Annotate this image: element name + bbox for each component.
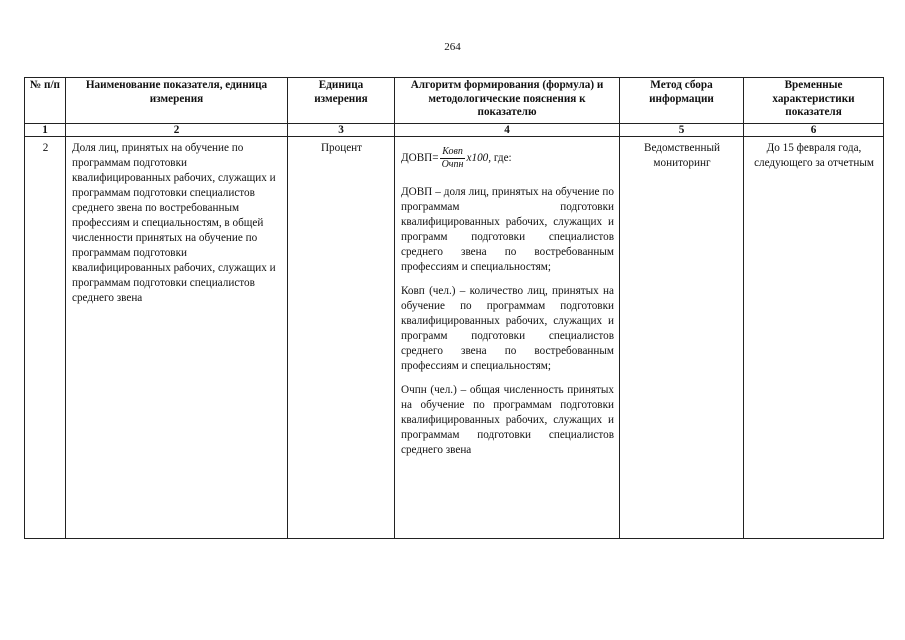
header-name: Наименование показателя, единица измерения <box>66 78 288 124</box>
column-number-row <box>25 124 884 137</box>
column-number: 4 <box>395 124 620 137</box>
table-row <box>25 137 884 539</box>
formula-numerator: Ковп <box>442 145 463 157</box>
explanation-dovp: ДОВП – доля лиц, принятых на обучение по программам подготовки квалифицированных рабочих, служащих и программ подготовки специалистов среднего звена по востребованным профессиям и специальностям; <box>401 186 614 273</box>
header-method: Метод сбора информации <box>620 78 744 124</box>
header-row <box>25 78 884 124</box>
header-algorithm: Алгоритм формирования (формула) и методологические пояснения к показателю <box>395 78 620 124</box>
unit-cell: Процент <box>288 137 395 539</box>
formula-multiplier: x100, <box>466 151 492 164</box>
algorithm-cell <box>395 137 620 539</box>
column-number: 2 <box>66 124 288 137</box>
formula-suffix: где: <box>491 151 512 164</box>
column-number: 3 <box>288 124 395 137</box>
column-number: 1 <box>25 124 66 137</box>
row-number: 2 <box>25 137 66 539</box>
column-number: 6 <box>744 124 884 137</box>
indicator-name: Доля лиц, принятых на обучение по программам подготовки квалифицированных рабочих, служащих и программам подготовки специалистов среднего звена по востребованным профессиям и специальностям, в общей численности принятых на обучение по программам подготовки квалифицированных рабочих, служащих и программам подготовки специалистов среднего звена <box>66 137 288 539</box>
formula <box>401 141 614 175</box>
indicator-table <box>24 77 884 539</box>
time-cell: До 15 февраля года, следующего за отчетным <box>744 137 884 539</box>
method-cell: Ведомственный мониторинг <box>620 137 744 539</box>
page-number: 264 <box>444 41 461 53</box>
formula-lhs: ДОВП= <box>401 151 439 164</box>
formula-fraction <box>440 146 466 171</box>
header-unit: Единица измерения <box>288 78 395 124</box>
column-number: 5 <box>620 124 744 137</box>
explanation-kovp: Ковп (чел.) – количество лиц, принятых на обучение по программам подготовки квалифицированных рабочих, служащих и программ подготовки специалистов среднего звена по востребованным профессиям и специальностям; <box>401 285 614 372</box>
header-num: № п/п <box>25 78 66 124</box>
explanation-ochpn: Очпн (чел.) – общая численность принятых на обучение по программам подготовки квалифицированных рабочих, служащих и программам подготовки специалистов среднего звена <box>401 384 614 456</box>
header-time: Временные характеристики показателя <box>744 78 884 124</box>
formula-denominator: Очпн <box>441 158 464 170</box>
